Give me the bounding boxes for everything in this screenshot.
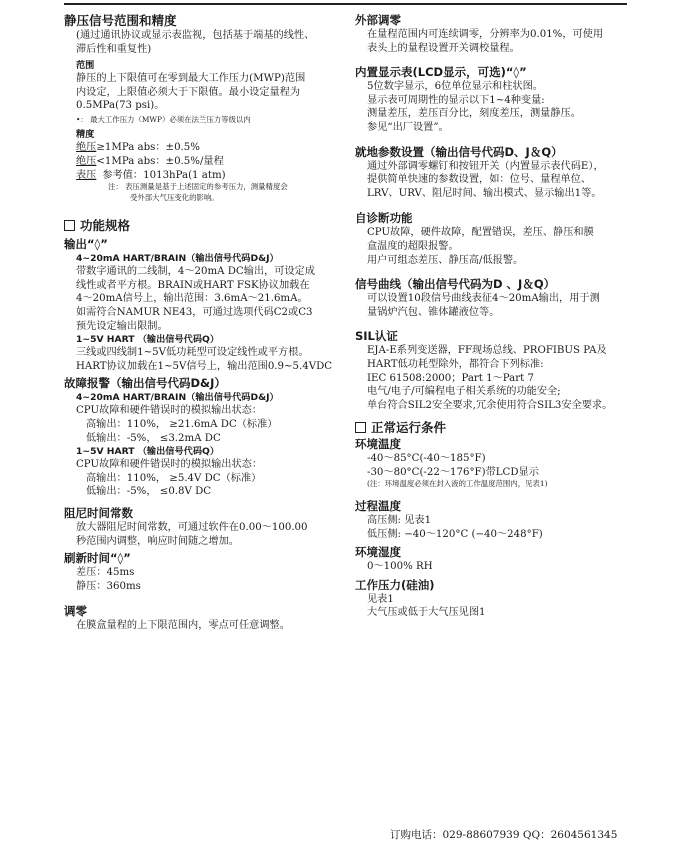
signal-curve-line-2: 量锅炉汽包、锥体罐液位等。 <box>367 306 500 318</box>
sil-line-2: HART低功耗型除外，都符合下列标准: <box>367 358 544 370</box>
normal-operation-title <box>355 419 627 436</box>
refresh-title: 刷新时间“◊” <box>64 551 131 566</box>
refresh-sp: 静压：360ms <box>76 580 141 592</box>
zero-adjust-title: 调零 <box>64 604 87 619</box>
signal-curve-line-1: 可以设置10段信号曲线表征4～20mA输出，用于测 <box>367 293 600 305</box>
ambient-temp-title: 环境温度 <box>355 437 401 452</box>
fault-4-20-subtitle: 4~20mA HART/BRAIN（输出信号代码D&J） <box>76 392 279 404</box>
process-temp-title: 过程温度 <box>355 498 401 513</box>
static-desc-2: 滞后性和重复性) <box>76 43 152 55</box>
static-desc-1: (通过通讯协议或显示表监视，包括基于端基的线性、 <box>76 30 315 41</box>
lcd-line-2: 显示表可周期性的显示以下1~4种变量: <box>367 94 545 106</box>
fault-1-5v-high: 高输出：110%， ≥5.4V DC（标准） <box>86 472 262 484</box>
function-spec-text: 功能规格 <box>80 218 131 234</box>
abs-key: 绝压 <box>76 142 97 154</box>
ambient-temp-note: (注：环境温度必须在封入液的工作温度范围内，见表1) <box>367 479 548 489</box>
top-rule <box>64 3 627 5</box>
local-param-line-2: 提供简单快速的参数设置，如：位号、量程单位、 <box>367 174 592 186</box>
range-label: 范围 <box>76 60 95 72</box>
static-pressure-title: 静压信号范围和精度 <box>64 13 177 28</box>
fault-1-5v-subtitle: 1~5V HART （输出信号代码Q） <box>76 446 220 458</box>
local-param-line-1: 通过外部调零螺钉和按钮开关（内置显示表代码E）， <box>367 160 604 172</box>
output-4-20-line-4: 如需符合NAMUR NE43，可通过选项代码C2或C3 <box>76 307 313 319</box>
damping-title: 阻尼时间常数 <box>64 505 133 520</box>
process-temp-line-1: 高压侧: 见表1 <box>367 514 432 526</box>
zero-adjust-line: 在膜盒量程的上下限范围内，零点可任意调整。 <box>76 620 290 632</box>
ambient-temp-line-2: -30～80°C(-22～176°F)带LCD显示 <box>367 466 539 478</box>
lcd-line-4: 参见“出厂设置”。 <box>367 121 449 133</box>
checkbox-square-icon <box>64 220 75 231</box>
function-spec-title <box>64 217 346 234</box>
process-temp-line-2: 低压侧: −40～120°C (−40～248°F) <box>367 528 543 540</box>
external-zero-line-1: 在量程范围内可连续调零，分辨率为0.01%，可使用 <box>367 29 604 40</box>
checkbox-square-icon <box>355 422 366 433</box>
output-1-5v-line-1: 三线或四线制1~5V低功耗型可设定线性或平方根。 <box>76 347 309 359</box>
local-param-line-3: LRV、URV、阻尼时间、输出模式、显示输出1等。 <box>367 187 602 199</box>
range-line-2: 内设定，上限值必须大于下限值。最小设定量程为 <box>76 86 301 98</box>
self-diagnosis-line-2: 盒温度的超限报警。 <box>367 240 459 252</box>
refresh-dp: 差压：45ms <box>76 567 135 579</box>
normal-operation-text: 正常运行条件 <box>371 420 447 436</box>
output-4-20-line-2: 线性或者平方根。BRAIN或HART FSK协议加载在 <box>76 279 310 291</box>
fault-1-5v-line: CPU故障和硬件错误时的模拟输出状态： <box>76 459 263 471</box>
working-pressure-line-2: 大气压或低于大气压见图1 <box>367 607 486 619</box>
self-diagnosis-line-1: CPU故障，硬件故障，配置错误，差压、静压和膜 <box>367 227 594 239</box>
fault-alarm-title: 故障报警（输出信号代码D&J） <box>64 376 226 391</box>
left-column <box>64 12 346 633</box>
accuracy-abs-high <box>64 141 346 155</box>
fault-4-20-high: 高输出：110%， ≥21.6mA DC（标准） <box>86 419 278 430</box>
fault-4-20-low: 低输出：-5%， ≤3.2mA DC <box>86 432 221 444</box>
range-line-3: 0.5MPa(73 psi)。 <box>76 100 165 112</box>
accuracy-note-1: 注： 表压测量是基于上述固定的参考压力，测量精度会 <box>108 182 288 192</box>
right-column <box>355 12 627 620</box>
external-zero-line-2: 表头上的量程设置开关调校量程。 <box>367 42 520 54</box>
range-line-1: 静压的上下限值可在零到最大工作压力(MWP)范围 <box>76 73 306 85</box>
fault-1-5v-low: 低输出：-5%， ≤0.8V DC <box>86 486 212 498</box>
abs-low-value: <1MPa abs：±0.5%/量程 <box>96 156 224 168</box>
external-zero-title: 外部调零 <box>355 13 401 27</box>
humidity-title: 环境湿度 <box>355 545 401 560</box>
abs-high-value: ≥1MPa abs：±0.5% <box>96 142 200 154</box>
accuracy-note-2: 受外部大气压变化的影响。 <box>130 192 219 202</box>
signal-curve-title: 信号曲线（输出信号代码为D 、J＆Q） <box>355 277 556 292</box>
range-note: •： 最大工作压力（MWP）必须在法兰压力等级以内 <box>76 114 251 124</box>
output-4-20-line-1: 带数字通讯的二线制，4～20mA DC输出，可设定成 <box>76 266 316 278</box>
output-1-5v-line-2: HART协议加载在1~5V信号上，输出范围0.9~5.4VDC <box>76 360 333 372</box>
ambient-temp-line-1: -40～85°C(-40～185°F) <box>367 453 486 465</box>
output-4-20-line-5: 预先设定输出限制。 <box>76 320 168 332</box>
sil-title: SIL认证 <box>355 329 398 344</box>
output-4-20-line-3: 4～20mA信号上，输出范围：3.6mA～21.6mA。 <box>76 293 308 305</box>
lcd-line-3: 测量差压，差压百分比，刻度差压，测量静压。 <box>367 108 581 120</box>
working-pressure-title: 工作压力(硅油) <box>355 577 435 592</box>
local-param-title: 就地参数设置（输出信号代码D、J＆Q） <box>355 144 563 159</box>
self-diagnosis-line-3: 用户可组态差压、静压高/低报警。 <box>367 254 524 266</box>
sil-line-3: IEC 61508:2000；Part 1～Part 7 <box>367 372 534 384</box>
damping-line-1: 放大器阻尼时间常数，可通过软件在0.00～100.00 <box>76 521 308 533</box>
sil-line-1: EJA-E系列变送器，FF现场总线、PROFIBUS PA及 <box>367 345 607 357</box>
output-4-20-subtitle: 4~20mA HART/BRAIN（输出信号代码D&J） <box>76 253 279 265</box>
output-1-5v-subtitle: 1~5V HART （输出信号代码Q） <box>76 334 220 346</box>
order-contact-footer: 订购电话：029-88607939 QQ：2604561345 <box>390 829 618 841</box>
lcd-line-1: 5位数字显示，6位单位显示和柱状图。 <box>367 81 543 93</box>
humidity-line-1: 0～100% RH <box>367 561 433 573</box>
working-pressure-line-1: 见表1 <box>367 593 394 605</box>
damping-line-2: 秒范围内调整，响应时间随之增加。 <box>76 535 239 547</box>
gauge-key: 表压 <box>76 169 97 181</box>
lcd-title: 内置显示表(LCD显示，可选)“◊” <box>355 65 527 80</box>
abs-key: 绝压 <box>76 156 97 168</box>
accuracy-abs-low <box>64 155 346 169</box>
sil-line-5: 单台符合SIL2安全要求,冗余使用符合SIL3安全要求。 <box>367 399 613 411</box>
accuracy-label: 精度 <box>76 129 95 141</box>
gauge-value: 参考值：1013hPa(1 atm) <box>102 169 226 181</box>
output-title: 输出“◊” <box>64 237 108 252</box>
fault-4-20-line: CPU故障和硬件错误时的模拟输出状态： <box>76 405 263 417</box>
sil-line-4: 电气/电子/可编程电子相关系统的功能安全; <box>367 386 561 398</box>
self-diagnosis-title: 自诊断功能 <box>355 211 413 226</box>
accuracy-gauge <box>64 169 346 183</box>
